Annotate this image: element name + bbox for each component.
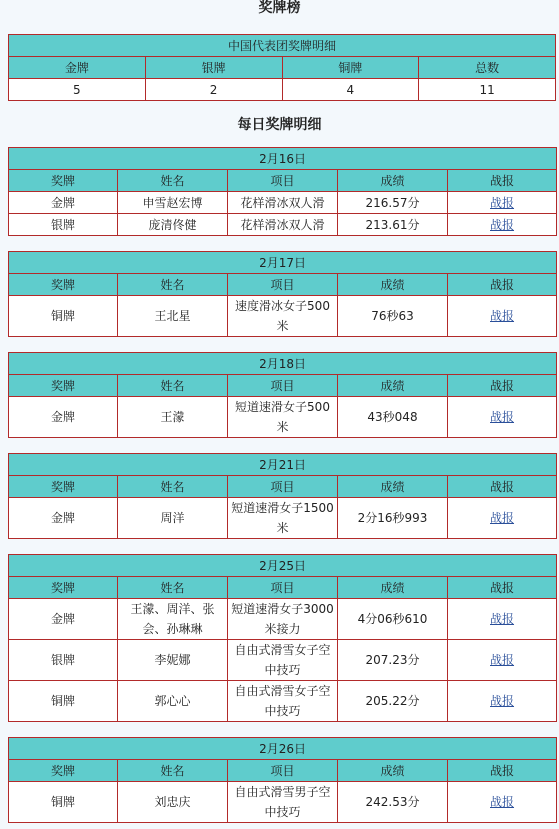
report-cell — [448, 782, 557, 823]
summary-caption: 中国代表团奖牌明细 — [9, 35, 556, 57]
table-row — [9, 214, 557, 236]
medal-cell: 铜牌 — [9, 782, 118, 823]
report-link[interactable]: 战报 — [490, 795, 515, 809]
athlete-name-cell: 王北星 — [118, 296, 228, 337]
day-date: 2月21日 — [9, 454, 557, 476]
athlete-name-cell: 王濛 — [118, 397, 228, 438]
day-date: 2月16日 — [9, 148, 557, 170]
score-cell: 205.22分 — [338, 681, 448, 722]
day-table — [8, 554, 557, 722]
event-cell: 短道速滑女子1500米 — [228, 498, 338, 539]
col-header-event: 项目 — [228, 476, 338, 498]
col-header-name: 姓名 — [118, 375, 228, 397]
col-header-name: 姓名 — [118, 170, 228, 192]
athlete-name-cell: 周洋 — [118, 498, 228, 539]
col-header-report: 战报 — [448, 274, 557, 296]
medal-cell: 铜牌 — [9, 296, 118, 337]
col-header-name: 姓名 — [118, 577, 228, 599]
medal-cell: 铜牌 — [9, 681, 118, 722]
event-cell: 自由式滑雪女子空中技巧 — [228, 681, 338, 722]
summary-value-silver: 2 — [145, 79, 282, 101]
report-cell — [448, 498, 557, 539]
day-date: 2月18日 — [9, 353, 557, 375]
event-cell: 花样滑冰双人滑 — [228, 192, 338, 214]
col-header-score: 成绩 — [338, 476, 448, 498]
col-header-event: 项目 — [228, 577, 338, 599]
col-header-score: 成绩 — [338, 577, 448, 599]
score-cell: 4分06秒610 — [338, 599, 448, 640]
medal-cell: 银牌 — [9, 640, 118, 681]
report-link[interactable]: 战报 — [490, 217, 515, 232]
summary-value-gold: 5 — [9, 79, 146, 101]
day-table — [8, 352, 557, 438]
day-date: 2月17日 — [9, 252, 557, 274]
report-link[interactable]: 战报 — [490, 309, 515, 323]
table-row — [9, 782, 557, 823]
event-cell: 短道速滑女子500米 — [228, 397, 338, 438]
event-cell: 花样滑冰双人滑 — [228, 214, 338, 236]
col-header-event: 项目 — [228, 760, 338, 782]
table-row — [9, 296, 557, 337]
report-cell — [448, 599, 557, 640]
day-date: 2月26日 — [9, 738, 557, 760]
col-header-event: 项目 — [228, 375, 338, 397]
col-header-event: 项目 — [228, 170, 338, 192]
athlete-name-cell: 王濛、周洋、张会、孙琳琳 — [118, 599, 228, 640]
medal-cell: 金牌 — [9, 397, 118, 438]
col-header-report: 战报 — [448, 760, 557, 782]
col-header-report: 战报 — [448, 476, 557, 498]
report-link[interactable]: 战报 — [490, 612, 515, 626]
table-row — [9, 397, 557, 438]
report-cell — [448, 640, 557, 681]
day-date: 2月25日 — [9, 555, 557, 577]
table-row — [9, 640, 557, 681]
col-header-medal: 奖牌 — [9, 274, 118, 296]
col-header-score: 成绩 — [338, 375, 448, 397]
summary-table — [8, 34, 556, 101]
event-cell: 自由式滑雪女子空中技巧 — [228, 640, 338, 681]
score-cell: 43秒048 — [338, 397, 448, 438]
col-header-medal: 奖牌 — [9, 170, 118, 192]
score-cell: 242.53分 — [338, 782, 448, 823]
summary-header-silver: 银牌 — [145, 57, 282, 79]
score-cell: 216.57分 — [338, 192, 448, 214]
day-table — [8, 251, 557, 337]
report-cell — [448, 681, 557, 722]
col-header-score: 成绩 — [338, 170, 448, 192]
daily-section-title: 每日奖牌明细 — [237, 117, 322, 133]
col-header-name: 姓名 — [118, 476, 228, 498]
score-cell: 2分16秒993 — [338, 498, 448, 539]
athlete-name-cell: 郭心心 — [118, 681, 228, 722]
table-row — [9, 681, 557, 722]
athlete-name-cell: 庞清佟健 — [118, 214, 228, 236]
report-link[interactable]: 战报 — [490, 410, 515, 424]
report-link[interactable]: 战报 — [490, 694, 515, 708]
col-header-medal: 奖牌 — [9, 760, 118, 782]
table-row — [9, 192, 557, 214]
athlete-name-cell: 刘忠庆 — [118, 782, 228, 823]
report-link[interactable]: 战报 — [490, 511, 515, 525]
summary-value-bronze: 4 — [282, 79, 419, 101]
summary-header-total: 总数 — [419, 57, 556, 79]
medal-cell: 银牌 — [9, 214, 118, 236]
report-cell — [448, 214, 557, 236]
event-cell: 速度滑冰女子500米 — [228, 296, 338, 337]
report-cell — [448, 397, 557, 438]
report-link[interactable]: 战报 — [490, 653, 515, 667]
table-row — [9, 498, 557, 539]
col-header-score: 成绩 — [338, 274, 448, 296]
col-header-score: 成绩 — [338, 760, 448, 782]
score-cell: 213.61分 — [338, 214, 448, 236]
col-header-name: 姓名 — [118, 760, 228, 782]
page-title: 奖牌榜 — [258, 0, 301, 16]
col-header-event: 项目 — [228, 274, 338, 296]
report-link[interactable]: 战报 — [490, 195, 515, 210]
athlete-name-cell: 申雪赵宏博 — [118, 192, 228, 214]
event-cell: 短道速滑女子3000米接力 — [228, 599, 338, 640]
table-row — [9, 599, 557, 640]
col-header-report: 战报 — [448, 375, 557, 397]
col-header-medal: 奖牌 — [9, 577, 118, 599]
event-cell: 自由式滑雪男子空中技巧 — [228, 782, 338, 823]
daily-tables — [0, 147, 559, 823]
report-cell — [448, 296, 557, 337]
score-cell: 76秒63 — [338, 296, 448, 337]
summary-header-bronze: 铜牌 — [282, 57, 419, 79]
summary-value-total: 11 — [419, 79, 556, 101]
col-header-name: 姓名 — [118, 274, 228, 296]
day-table — [8, 737, 557, 823]
col-header-medal: 奖牌 — [9, 476, 118, 498]
day-table — [8, 453, 557, 539]
medal-cell: 金牌 — [9, 498, 118, 539]
medal-cell: 金牌 — [9, 192, 118, 214]
report-cell — [448, 192, 557, 214]
summary-header-gold: 金牌 — [9, 57, 146, 79]
col-header-report: 战报 — [448, 170, 557, 192]
medal-cell: 金牌 — [9, 599, 118, 640]
col-header-medal: 奖牌 — [9, 375, 118, 397]
score-cell: 207.23分 — [338, 640, 448, 681]
athlete-name-cell: 李妮娜 — [118, 640, 228, 681]
day-table — [8, 147, 557, 236]
col-header-report: 战报 — [448, 577, 557, 599]
